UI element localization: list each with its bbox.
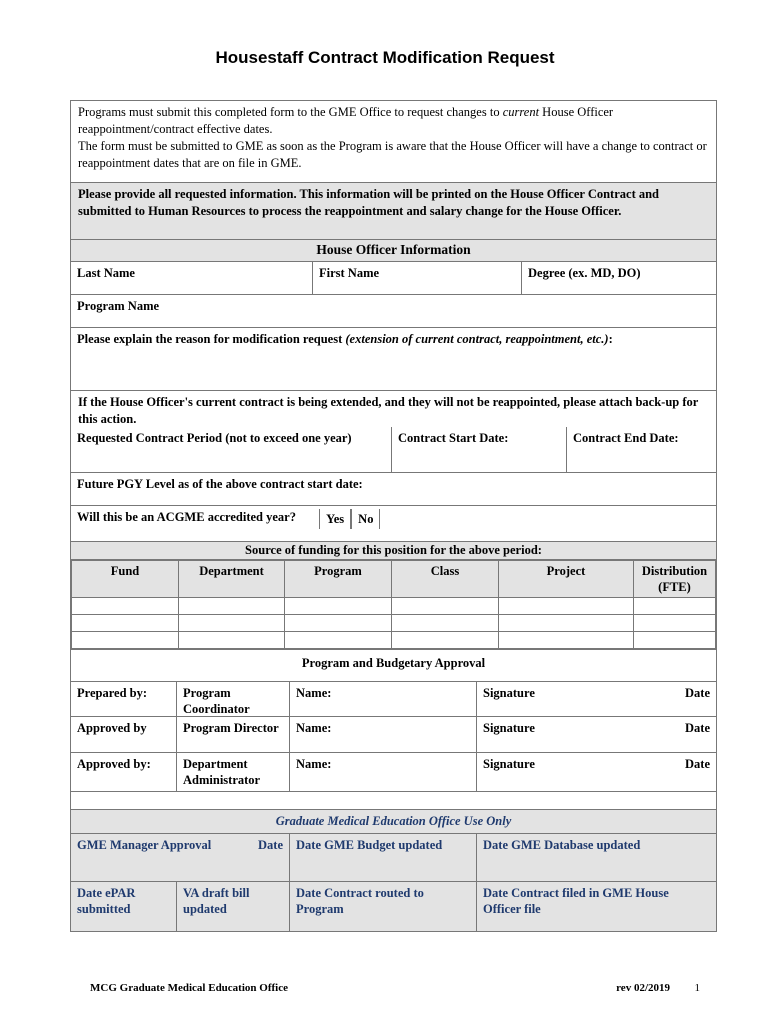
approval-row xyxy=(70,681,717,716)
intro-block xyxy=(70,100,717,182)
contract-filed-field[interactable]: Date Contract filed in GME House Officer file xyxy=(476,882,716,931)
reason-label: Please explain the reason for modification request xyxy=(77,332,346,346)
gme-manager-label: GME Manager Approval xyxy=(77,838,212,852)
col-program: Program xyxy=(285,561,392,598)
degree-field[interactable]: Degree (ex. MD, DO) xyxy=(521,262,716,294)
program-cell[interactable] xyxy=(285,598,392,615)
contract-period-row xyxy=(70,427,717,472)
program-name-field[interactable]: Program Name xyxy=(77,299,160,313)
distribution-cell[interactable] xyxy=(634,598,716,615)
project-cell[interactable] xyxy=(499,632,634,649)
program-cell[interactable] xyxy=(285,632,392,649)
footer-revision: rev 02/2019 xyxy=(616,982,670,994)
contract-routed-field[interactable]: Date Contract routed to Program xyxy=(289,882,476,931)
fund-cell[interactable] xyxy=(72,598,179,615)
intro-text-2: The form must be submitted to GME as soon as the Program is aware that the House Officer will have a change to contract or reappointment dates that are on file in GME. xyxy=(78,139,707,170)
yes-no-group xyxy=(319,509,380,529)
distribution-cell[interactable] xyxy=(634,632,716,649)
va-draft-bill-field[interactable]: VA draft bill updated xyxy=(176,882,289,931)
approval-role: Department Administrator xyxy=(176,753,289,791)
footer-office: MCG Graduate Medical Education Office xyxy=(90,982,288,994)
project-cell[interactable] xyxy=(499,598,634,615)
approval-heading: Program and Budgetary Approval xyxy=(70,649,717,681)
reason-field[interactable] xyxy=(71,328,716,390)
gme-row-2 xyxy=(70,881,717,932)
approval-name-field[interactable]: Name: xyxy=(289,717,476,752)
acgme-row xyxy=(70,505,717,541)
reason-colon: : xyxy=(608,332,613,346)
funding-table-wrap xyxy=(70,559,717,649)
intro-text-1a: Programs must submit this completed form to the GME Office to request changes to xyxy=(78,105,503,119)
approval-row xyxy=(70,752,717,791)
funding-row xyxy=(72,615,716,632)
funding-heading: Source of funding for this position for the above period: xyxy=(70,541,717,559)
page-title: Housestaff Contract Modification Request xyxy=(215,48,555,67)
approval-role: Program Director xyxy=(176,717,289,752)
department-cell[interactable] xyxy=(179,615,285,632)
requested-period-field[interactable]: Requested Contract Period (not to exceed one year) xyxy=(77,431,352,445)
col-distribution: Distribution (FTE) xyxy=(634,561,716,598)
signature-label: Signature xyxy=(483,757,535,771)
approval-label: Approved by: xyxy=(77,757,151,771)
acgme-question-label: Will this be an ACGME accredited year? xyxy=(77,510,296,524)
signature-label: Signature xyxy=(483,721,535,735)
pgy-row xyxy=(70,472,717,505)
spacer-row xyxy=(70,791,717,809)
fund-cell[interactable] xyxy=(72,615,179,632)
distribution-cell[interactable] xyxy=(634,615,716,632)
reason-example: (extension of current contract, reappointment, etc.) xyxy=(345,332,609,346)
acgme-question xyxy=(71,506,716,541)
no-option[interactable]: No xyxy=(351,509,380,529)
approval-label: Approved by xyxy=(77,721,147,735)
date-label: Date xyxy=(685,721,710,735)
extension-note: If the House Officer's current contract is being extended, and they will not be reappointed, please attach back-up for this action. xyxy=(70,390,717,427)
instructions-block xyxy=(70,182,717,239)
approval-signature-field[interactable] xyxy=(476,717,716,752)
department-cell[interactable] xyxy=(179,598,285,615)
page-number: 1 xyxy=(694,982,700,994)
program-cell[interactable] xyxy=(285,615,392,632)
future-pgy-field[interactable]: Future PGY Level as of the above contract start date: xyxy=(77,477,363,491)
col-fund: Fund xyxy=(72,561,179,598)
class-cell[interactable] xyxy=(392,632,499,649)
intro-text-1b: House Officer reappointment/contract effective dates. xyxy=(78,105,614,136)
reason-row xyxy=(70,327,717,390)
gme-heading: Graduate Medical Education Office Use Only xyxy=(70,809,717,833)
gme-row-1 xyxy=(70,833,717,881)
last-name-field[interactable]: Last Name xyxy=(77,266,135,280)
approval-row xyxy=(70,716,717,752)
gme-budget-updated-field[interactable]: Date GME Budget updated xyxy=(289,834,476,881)
approval-name-field[interactable]: Name: xyxy=(289,753,476,791)
col-class: Class xyxy=(392,561,499,598)
funding-header-row xyxy=(72,561,716,598)
date-label: Date xyxy=(685,686,710,700)
class-cell[interactable] xyxy=(392,615,499,632)
form-sheet xyxy=(70,100,717,932)
yes-option[interactable]: Yes xyxy=(319,509,351,529)
intro-text-em: current xyxy=(502,105,540,119)
date-label: Date xyxy=(685,757,710,771)
gme-manager-approval-field[interactable] xyxy=(71,834,289,881)
class-cell[interactable] xyxy=(392,598,499,615)
project-cell[interactable] xyxy=(499,615,634,632)
funding-row xyxy=(72,598,716,615)
first-name-field[interactable]: First Name xyxy=(312,262,521,294)
program-name-row xyxy=(70,294,717,327)
funding-row xyxy=(72,632,716,649)
footer xyxy=(90,982,700,994)
gme-date-label: Date xyxy=(258,838,283,852)
approval-name-field[interactable]: Name: xyxy=(289,682,476,716)
approval-role: Program Coordinator xyxy=(176,682,289,716)
approval-label: Prepared by: xyxy=(77,686,148,700)
col-project: Project xyxy=(499,561,634,598)
col-department: Department xyxy=(179,561,285,598)
name-row xyxy=(70,261,717,294)
funding-table xyxy=(71,560,716,649)
gme-database-updated-field[interactable]: Date GME Database updated xyxy=(476,834,716,881)
ho-info-heading: House Officer Information xyxy=(70,239,717,261)
end-date-field[interactable]: Contract End Date: xyxy=(566,427,716,472)
instructions-text: Please provide all requested information. This information will be printed on the House Officer Contract and submitted to Human Resources to process the reappointment and salary change for the House Officer. xyxy=(78,187,660,218)
epar-submitted-field[interactable]: Date ePAR submitted xyxy=(77,886,136,916)
department-cell[interactable] xyxy=(179,632,285,649)
approval-signature-field[interactable] xyxy=(476,753,716,791)
fund-cell[interactable] xyxy=(72,632,179,649)
approval-signature-field[interactable] xyxy=(476,682,716,716)
start-date-field[interactable]: Contract Start Date: xyxy=(391,427,566,472)
signature-label: Signature xyxy=(483,686,535,700)
